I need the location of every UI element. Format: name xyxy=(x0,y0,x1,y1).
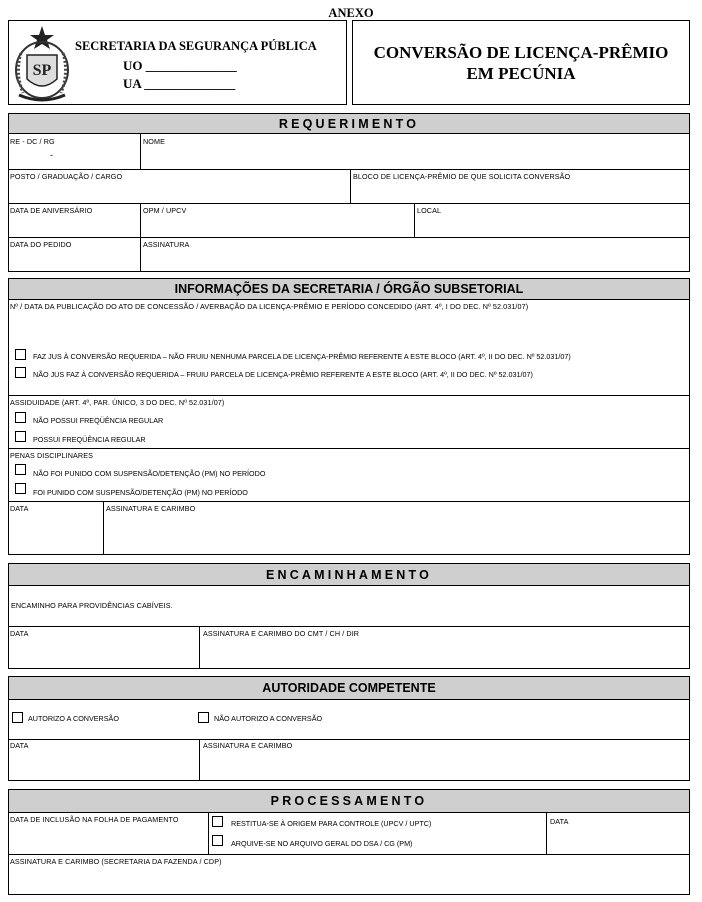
nao-punido-checkbox[interactable] xyxy=(15,464,26,475)
nao-jus-label: NÃO JUS FAZ À CONVERSÃO REQUERIDA – FRUIU PARCELA DE LICENÇA-PRÊMIO REFERENTE A ESTE BLOCO (ART. 4º, II DO DEC. Nº 52.031/07) xyxy=(33,370,533,379)
enc-assinatura-label: ASSINATURA E CARIMBO DO CMT / CH / DIR xyxy=(203,629,360,638)
opm-field[interactable] xyxy=(141,204,413,236)
inclusao-field[interactable] xyxy=(9,813,207,853)
seal-sp-text: SP xyxy=(32,62,52,79)
nao-autorizo-checkbox[interactable] xyxy=(198,712,209,723)
section-processamento xyxy=(8,789,690,895)
data-pedido-field[interactable] xyxy=(9,238,139,271)
encaminho-text: ENCAMINHO PARA PROVIDÊNCIAS CABÍVEIS. xyxy=(11,601,173,610)
opm-label: OPM / UPCV xyxy=(143,206,187,215)
faz-jus-checkbox[interactable] xyxy=(15,349,26,360)
arquive-checkbox[interactable] xyxy=(212,835,223,846)
enc-assinatura-field[interactable] xyxy=(201,627,689,668)
aniversario-field[interactable] xyxy=(9,204,139,236)
restitua-checkbox[interactable] xyxy=(212,816,223,827)
info-data-label: DATA xyxy=(10,504,29,513)
assinatura-field[interactable] xyxy=(141,238,689,271)
enc-data-label: DATA xyxy=(10,629,29,638)
autorizo-checkbox[interactable] xyxy=(12,712,23,723)
form-title-line1: CONVERSÃO DE LICENÇA-PRÊMIO xyxy=(373,43,669,62)
inclusao-label: DATA DE INCLUSÃO NA FOLHA DE PAGAMENTO xyxy=(10,815,179,824)
form-title-line2: EM PECÚNIA xyxy=(466,64,576,83)
faz-jus-label: FAZ JUS À CONVERSÃO REQUERIDA – NÃO FRUIU NENHUMA PARCELA DE LICENÇA-PRÊMIO REFERENTE A ESTE BLOCO (ART. 4º, II DO DEC. Nº 52.031/07) xyxy=(33,352,571,361)
nao-punido-label: NÃO FOI PUNIDO COM SUSPENSÃO/DETENÇÃO (PM) NO PERÍODO xyxy=(33,469,266,478)
bloco-label: BLOCO DE LICENÇA-PRÊMIO DE QUE SOLICITA CONVERSÃO xyxy=(353,172,571,181)
enc-data-field[interactable] xyxy=(9,627,198,668)
section-informacoes xyxy=(8,278,690,555)
proc-assinatura-field[interactable] xyxy=(9,855,689,894)
annex-label: ANEXO xyxy=(328,6,374,20)
section-requerimento xyxy=(8,113,690,272)
sp-seal-icon xyxy=(11,23,73,103)
aut-data-label: DATA xyxy=(10,741,29,750)
ua-line: UA ______________ xyxy=(123,76,236,91)
bloco-field[interactable] xyxy=(351,170,689,202)
re-dc-rg-field[interactable] xyxy=(9,134,139,168)
nao-possui-checkbox[interactable] xyxy=(15,412,26,423)
nao-possui-label: NÃO POSSUI FREQÜÊNCIA REGULAR xyxy=(33,416,164,425)
aut-assinatura-label: ASSINATURA E CARIMBO xyxy=(203,741,293,750)
header-title-box xyxy=(352,20,690,105)
autorizo-label: AUTORIZO A CONVERSÃO xyxy=(28,714,119,723)
proc-data-label: DATA xyxy=(550,817,569,826)
restitua-label: RESTITUA-SE À ORIGEM PARA CONTROLE (UPCV / UPTC) xyxy=(231,819,432,828)
assiduidade-label: ASSIDUIDADE (ART. 4º, PAR. ÚNICO, 3 DO DEC. Nº 52.031/07) xyxy=(10,398,225,407)
possui-label: POSSUI FREQÜÊNCIA REGULAR xyxy=(33,435,146,444)
arquive-label: ARQUIVE-SE NO ARQUIVO GERAL DO DSA / CG (PM) xyxy=(231,839,413,848)
requerimento-bar: REQUERIMENTO xyxy=(8,113,690,134)
info-assinatura-field[interactable] xyxy=(104,502,689,554)
penas-label: PENAS DISCIPLINARES xyxy=(10,451,93,460)
numero-publicacao-label: Nº / DATA DA PUBLICAÇÃO DO ATO DE CONCESSÃO / AVERBAÇÃO DA LICENÇA-PRÊMIO E PERÍODO CONCEDIDO (ART. 4º, I DO DEC. Nº 52.031/07) xyxy=(10,302,529,311)
header-org-box xyxy=(8,20,347,105)
local-label: LOCAL xyxy=(417,206,442,215)
autoridade-bar: AUTORIDADE COMPETENTE xyxy=(8,676,690,700)
possui-checkbox[interactable] xyxy=(15,431,26,442)
processamento-bar: PROCESSAMENTO xyxy=(8,789,690,813)
proc-assinatura-label: ASSINATURA E CARIMBO (SECRETARIA DA FAZENDA / CDP) xyxy=(10,857,222,866)
aniversario-label: DATA DE ANIVERSÁRIO xyxy=(10,206,93,215)
punido-checkbox[interactable] xyxy=(15,483,26,494)
nao-jus-checkbox[interactable] xyxy=(15,367,26,378)
nao-autorizo-label: NÃO AUTORIZO A CONVERSÃO xyxy=(214,714,323,723)
nome-label: NOME xyxy=(143,137,165,146)
re-dash: - xyxy=(50,150,54,160)
org-name: SECRETARIA DA SEGURANÇA PÚBLICA xyxy=(75,39,317,53)
section-autoridade xyxy=(8,676,690,781)
local-field[interactable] xyxy=(415,204,689,236)
uo-line: UO ______________ xyxy=(123,58,237,73)
aut-assinatura-field[interactable] xyxy=(201,740,689,780)
posto-field[interactable] xyxy=(9,170,349,202)
encaminhamento-bar: ENCAMINHAMENTO xyxy=(8,563,690,586)
informacoes-bar: INFORMAÇÕES DA SECRETARIA / ÓRGÃO SUBSETORIAL xyxy=(8,278,690,300)
re-dc-rg-label: RE - DC / RG xyxy=(10,137,55,146)
section-encaminhamento xyxy=(8,563,690,669)
data-pedido-label: DATA DO PEDIDO xyxy=(10,240,72,249)
posto-label: POSTO / GRADUAÇÃO / CARGO xyxy=(10,172,123,181)
nome-field[interactable] xyxy=(141,134,689,168)
info-data-field[interactable] xyxy=(9,502,102,554)
punido-label: FOI PUNIDO COM SUSPENSÃO/DETENÇÃO (PM) NO PERÍODO xyxy=(33,488,248,497)
assinatura-label: ASSINATURA xyxy=(143,240,190,249)
aut-data-field[interactable] xyxy=(9,740,198,780)
info-assinatura-label: ASSINATURA E CARIMBO xyxy=(106,504,196,513)
proc-data-field[interactable] xyxy=(548,813,689,853)
